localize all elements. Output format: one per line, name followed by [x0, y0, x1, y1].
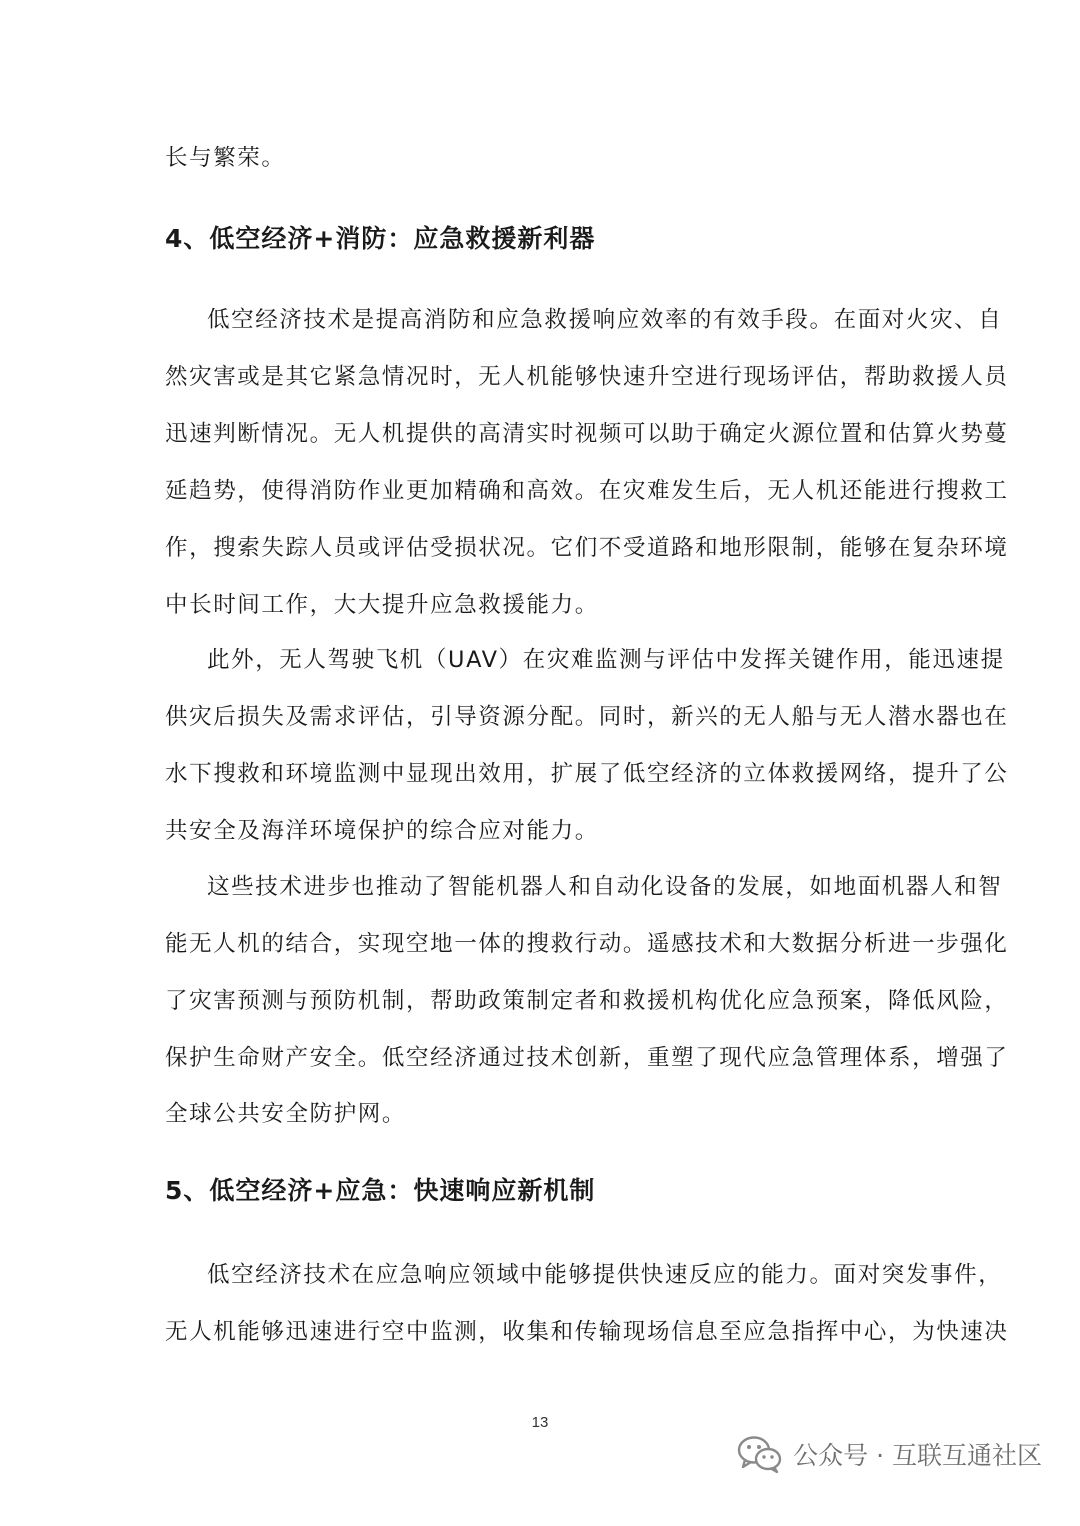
paragraph-line: 中长时间工作，大大提升应急救援能力。 [165, 592, 599, 618]
paragraph-line: 然灾害或是其它紧急情况时，无人机能够快速升空进行现场评估，帮助救援人员 [165, 364, 1009, 390]
watermark-footer [737, 1432, 1042, 1476]
paragraph-line: 水下搜救和环境监测中显现出效用，扩展了低空经济的立体救援网络，提升了公 [165, 761, 1009, 787]
section-5-heading: 5、低空经济+应急：快速响应新机制 [165, 1176, 596, 1205]
paragraph-line: 无人机能够迅速进行空中监测，收集和传输现场信息至应急指挥中心，为快速决 [165, 1319, 1009, 1345]
wechat-icon [737, 1434, 783, 1474]
paragraph-line: 作，搜索失踪人员或评估受损状况。它们不受道路和地形限制，能够在复杂环境 [165, 535, 1009, 561]
paragraph-line: 能无人机的结合，实现空地一体的搜救行动。遥感技术和大数据分析进一步强化 [165, 931, 1009, 957]
paragraph-line: 此外，无人驾驶飞机（UAV）在灾难监测与评估中发挥关键作用，能迅速提 [207, 647, 1005, 673]
paragraph-line: 共安全及海洋环境保护的综合应对能力。 [165, 818, 599, 844]
continuation-line: 长与繁荣。 [165, 145, 286, 171]
watermark-text: 公众号 · 互联互通社区 [793, 1441, 1042, 1470]
paragraph-line: 全球公共安全防护网。 [165, 1101, 407, 1127]
paragraph-line: 这些技术进步也推动了智能机器人和自动化设备的发展，如地面机器人和智 [207, 874, 1003, 900]
paragraph-line: 延趋势，使得消防作业更加精确和高效。在灾难发生后，无人机还能进行搜救工 [165, 478, 1009, 504]
paragraph-line: 迅速判断情况。无人机提供的高清实时视频可以助于确定火源位置和估算火势蔓 [165, 421, 1009, 447]
paragraph-line: 供灾后损失及需求评估，引导资源分配。同时，新兴的无人船与无人潜水器也在 [165, 704, 1009, 730]
paragraph-line: 了灾害预测与预防机制，帮助政策制定者和救援机构优化应急预案，降低风险， [165, 988, 1009, 1014]
page-number: 13 [531, 1414, 549, 1431]
paragraph-line: 保护生命财产安全。低空经济通过技术创新，重塑了现代应急管理体系，增强了 [165, 1045, 1009, 1071]
paragraph-line: 低空经济技术是提高消防和应急救援响应效率的有效手段。在面对火灾、自 [207, 307, 1003, 333]
section-4-heading: 4、低空经济+消防：应急救援新利器 [165, 224, 596, 253]
paragraph-line: 低空经济技术在应急响应领域中能够提供快速反应的能力。面对突发事件， [207, 1262, 1003, 1288]
